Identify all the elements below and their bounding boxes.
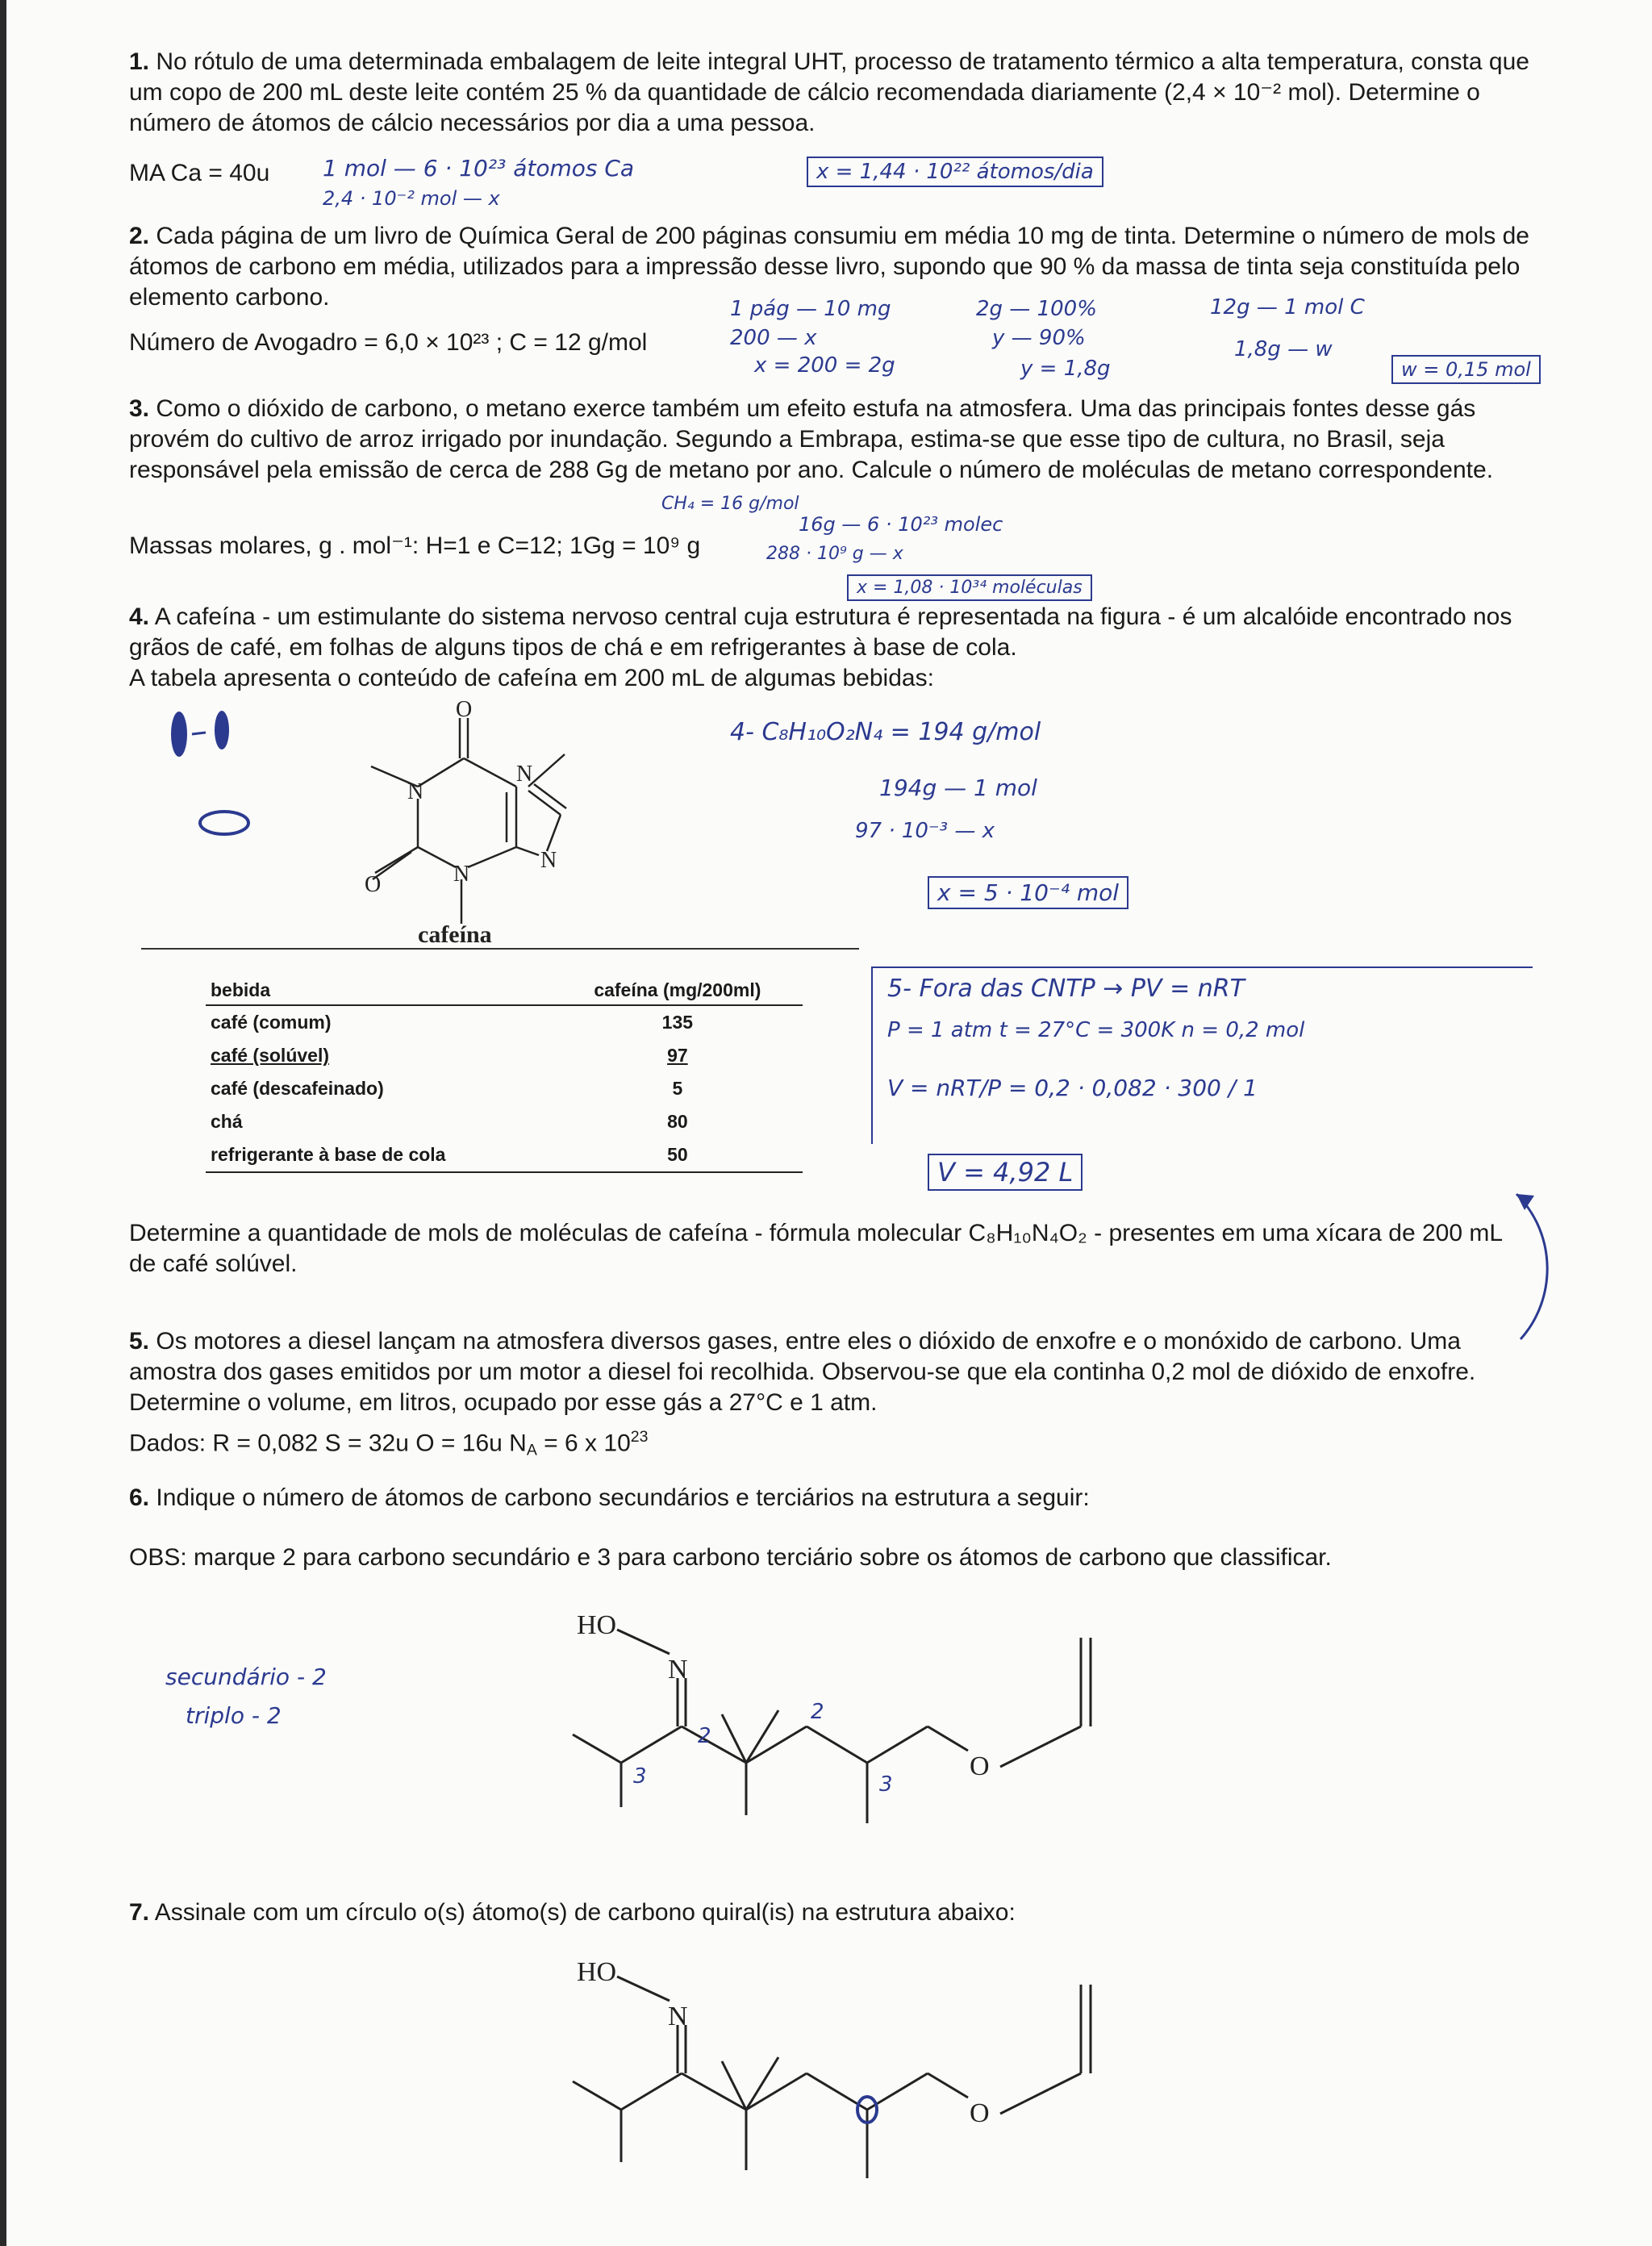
- table-row: [206, 1138, 803, 1172]
- handwriting-q5-1: 5- Fora das CNTP → PV = nRT: [887, 975, 1245, 1003]
- atom-nitrogen: N: [668, 2002, 688, 2031]
- table-header-bebida: bebida: [206, 976, 553, 1005]
- question-text: Indique o número de átomos de carbono secundários e terciários na estrutura a seguir:: [156, 1484, 1090, 1511]
- table-cell: 80: [667, 1111, 688, 1132]
- handwriting-q2-b3: y = 1,8g: [1020, 357, 1111, 381]
- question-text: Os motores a diesel lançam na atmosfera diversos gases, entre eles o dióxido de enxofre e o monóxido de carbono. Uma amostra dos gases emitidos por um motor a diesel foi recolhida. Observou-se que ela continha 0,2 mol de dióxido de enxofre. Determine o volume, em litros, ocupado por esse gás a 27°C e 1 atm.: [129, 1328, 1476, 1416]
- handwritten-mark-3: 3: [879, 1772, 893, 1797]
- handwritten-mark-2: 2: [698, 1724, 711, 1748]
- question-5: [129, 1326, 1533, 1418]
- question-number: 6.: [129, 1484, 150, 1511]
- question-4-text2: A tabela apresenta o conteúdo de cafeína em 200 mL de algumas bebidas:: [129, 665, 934, 691]
- question-number: 3.: [129, 395, 150, 422]
- question-number: 7.: [129, 1899, 150, 1926]
- atom-hydroxyl: HO: [577, 1957, 617, 1987]
- question-number: 1.: [129, 48, 150, 75]
- atom-oxygen: O: [456, 697, 473, 722]
- handwritten-mark-3: 3: [633, 1764, 647, 1789]
- handwriting-q1-line1: 1 mol — 6 · 10²³ átomos Ca: [323, 155, 635, 182]
- question-4: [129, 602, 1533, 663]
- data-superscript: 23: [630, 1428, 649, 1446]
- table-row: [206, 1072, 803, 1105]
- atom-nitrogen: N: [668, 1655, 688, 1684]
- question-3-data: Massas molares, g . mol⁻¹: H=1 e C=12; 1Gg = 10⁹ g: [129, 532, 701, 559]
- handwriting-q6-2: triplo - 2: [186, 1702, 282, 1729]
- question-number: 5.: [129, 1328, 150, 1355]
- doodle-marks: [161, 694, 274, 855]
- data-subscript: A: [526, 1441, 537, 1459]
- handwriting-q4-answer: x = 5 · 10⁻⁴ mol: [928, 876, 1128, 909]
- question-number: 4.: [129, 603, 150, 630]
- handwriting-q3-1: CH₄ = 16 g/mol: [661, 494, 799, 514]
- atom-nitrogen: N: [516, 762, 533, 787]
- question-text: No rótulo de uma determinada embalagem de leite integral UHT, processo de tratamento térmico a alta temperatura, consta que um copo de 200 mL deste leite contém 25 % da quantidade de cálcio recomendada diariamente (2,4 × 10⁻² mol). Determine o número de átomos de cálcio necessários por dia a uma pessoa.: [129, 48, 1529, 136]
- atom-oxygen: O: [365, 872, 382, 897]
- atom-nitrogen: N: [540, 848, 557, 873]
- structure-q6: [549, 1605, 1129, 1872]
- handwriting-q1-answer: x = 1,44 · 10²² átomos/dia: [807, 157, 1103, 187]
- question-text: Assinale com um círculo o(s) átomo(s) de carbono quiral(is) na estrutura abaixo:: [154, 1899, 1016, 1926]
- table-cell: chá: [211, 1111, 243, 1132]
- handwriting-q2-c1: 12g — 1 mol C: [1210, 295, 1365, 319]
- handwriting-q2-b1: 2g — 100%: [976, 297, 1097, 321]
- handwriting-q3-3: 288 · 10⁹ g — x: [766, 544, 903, 564]
- handwriting-divider: [871, 966, 1533, 968]
- table-cell: 97: [667, 1045, 688, 1066]
- atom-nitrogen: N: [407, 779, 424, 804]
- handwriting-q4-3: 97 · 10⁻³ — x: [855, 819, 995, 843]
- question-2-data: Número de Avogadro = 6,0 × 10²³ ; C = 12 g/mol: [129, 329, 648, 356]
- atom-nitrogen: N: [453, 862, 470, 887]
- handwritten-mark-2: 2: [811, 1700, 824, 1724]
- table-cell: 5: [672, 1078, 683, 1099]
- scan-edge: [0, 0, 6, 2246]
- handwriting-q2-a2: 200 — x: [730, 326, 817, 350]
- question-text: Cada página de um livro de Química Geral de 200 páginas consumiu em média 10 mg de tinta. Determine o número de mols de átomos de carbono em média, utilizados para a impressão desse livro, supondo que 90 % da massa de tinta seja constituída pelo elemento carbono.: [129, 223, 1529, 311]
- question-number: 2.: [129, 223, 150, 249]
- table-row: [206, 1039, 803, 1072]
- table-row: [206, 1005, 803, 1039]
- handwriting-q2-a3: x = 200 = 2g: [754, 353, 895, 378]
- data-text: Dados: R = 0,082 S = 32u O = 16u N: [129, 1430, 527, 1457]
- question-6: [129, 1483, 1533, 1513]
- handwriting-q6-1: secundário - 2: [165, 1664, 327, 1690]
- atom-hydroxyl: HO: [577, 1610, 617, 1640]
- table-top-rule: [141, 948, 859, 950]
- question-text: A cafeína - um estimulante do sistema nervoso central cuja estrutura é representada na figura - é um alcalóide encontrado nos grãos de café, em folhas de alguns tipos de chá e em refrigerantes à base de cola.: [129, 603, 1512, 661]
- handwriting-q2-answer: w = 0,15 mol: [1391, 355, 1541, 384]
- handwriting-q3-answer: x = 1,08 · 10³⁴ moléculas: [847, 574, 1092, 601]
- question-text: Como o dióxido de carbono, o metano exerce também um efeito estufa na atmosfera. Uma das principais fontes desse gás provém do cultivo de arroz irrigado por inundação. Segundo a Embrapa, estima-se que esse tipo de cultura, no Brasil, seja responsável pela emissão de cerca de 288 Gg de metano por ano. Calcule o número de moléculas de metano correspondente.: [129, 395, 1494, 483]
- table-cell: café (comum): [211, 1012, 332, 1033]
- question-1-data: MA Ca = 40u: [129, 160, 270, 186]
- handwriting-q2-a1: 1 pág — 10 mg: [730, 297, 891, 321]
- handwriting-q2-b2: y — 90%: [992, 326, 1086, 350]
- handwriting-q3-2: 16g — 6 · 10²³ molec: [799, 513, 1003, 536]
- question-6-obs: OBS: marque 2 para carbono secundário e 3 para carbono terciário sobre os átomos de carbono que classificar.: [129, 1544, 1332, 1571]
- table-cell: refrigerante à base de cola: [206, 1138, 553, 1172]
- handwriting-q4-1: 4- C₈H₁₀O₂N₄ = 194 g/mol: [730, 718, 1041, 746]
- table-cell: 50: [553, 1138, 803, 1172]
- question-4-text3: Determine a quantidade de mols de moléculas de cafeína - fórmula molecular C₈H₁₀N₄O₂ - presentes em uma xícara de 200 mL de café solúvel.: [129, 1220, 1502, 1277]
- table-cell: café (solúvel): [211, 1045, 329, 1066]
- table-cell: café (descafeinado): [211, 1078, 384, 1099]
- atom-oxygen: O: [970, 2098, 990, 2128]
- question-5-data: [129, 1421, 1533, 1466]
- table-header-cafeina: cafeína (mg/200ml): [553, 976, 803, 1005]
- handwriting-q1-line2: 2,4 · 10⁻² mol — x: [323, 187, 500, 210]
- handwriting-divider-vertical: [871, 966, 873, 1144]
- question-7: [129, 1897, 1533, 1928]
- molecule-label: cafeína: [418, 921, 492, 948]
- atom-oxygen: O: [970, 1751, 990, 1781]
- handwriting-q5-3: V = nRT/P = 0,2 · 0,082 · 300 / 1: [887, 1075, 1258, 1101]
- caffeine-table: [206, 976, 803, 1173]
- question-3: [129, 394, 1533, 486]
- handwriting-q2-c2: 1,8g — w: [1234, 337, 1333, 361]
- handwriting-q4-2: 194g — 1 mol: [879, 774, 1037, 801]
- data-text-tail: = 6 x 10: [536, 1430, 631, 1457]
- handwriting-q5-2: P = 1 atm t = 27°C = 300K n = 0,2 mol: [887, 1018, 1305, 1042]
- handwriting-q5-answer: V = 4,92 L: [928, 1154, 1083, 1191]
- structure-q7: [549, 1952, 1129, 2227]
- question-1: [129, 47, 1533, 139]
- table-row: [206, 1105, 803, 1138]
- table-cell: 135: [661, 1012, 694, 1033]
